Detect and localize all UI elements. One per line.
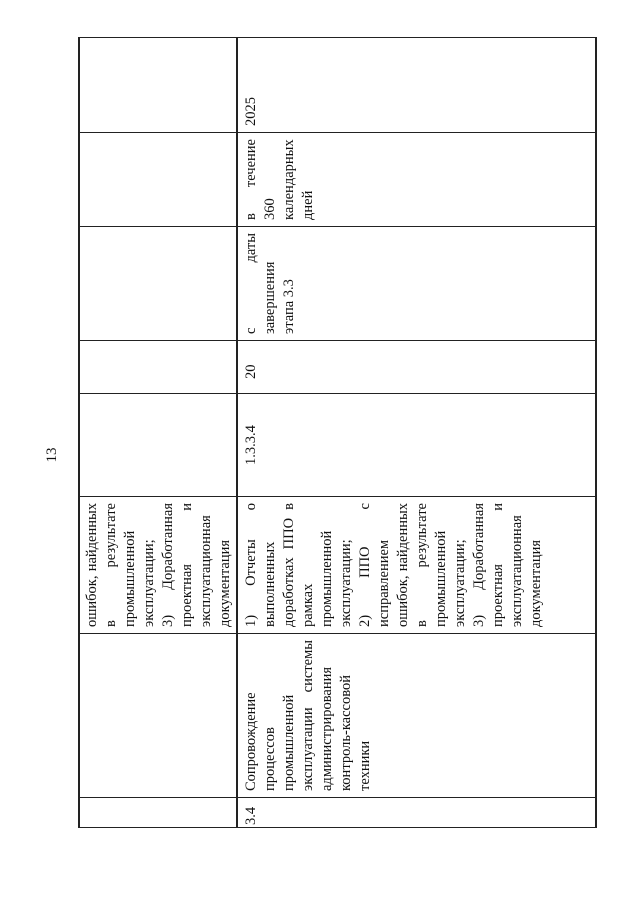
requirements-cell [238, 394, 595, 496]
row-number-cell [238, 798, 595, 827]
results-cell: 1) Отчеты о выполненных доработках ППО в рамках промышленной эксплуатации; 2) ППО с исправлением ошибок, найденных в результате промышленной эксплуатации; 3) Доработанная проектная и эксплуатационная документация [243, 503, 544, 627]
stage-name-cell [238, 634, 595, 797]
percent-cell [238, 341, 595, 393]
row-number: 3.4 [243, 806, 259, 825]
year-value: 2025 [243, 97, 259, 126]
top-row-description-cell: ошибок, найденных в результате промышленной эксплуатации; 3) Доработанная проектная и эксплуатационная документация [84, 503, 233, 627]
start-text: с даты завершения этапа 3.3 [243, 233, 297, 334]
stage-name: Сопровождение процессов промышленной эксплуатации системы администрирования контроль-кассовой техники [243, 640, 373, 791]
duration-cell [238, 133, 595, 226]
duration-text: в течение 360 календарных дней [243, 139, 316, 220]
start-date-cell [238, 227, 595, 340]
page-number: 13 [44, 447, 60, 463]
percent-value: 20 [243, 364, 259, 379]
requirements-ref: 1.3.3.4 [243, 425, 259, 465]
year-cell [238, 38, 595, 132]
